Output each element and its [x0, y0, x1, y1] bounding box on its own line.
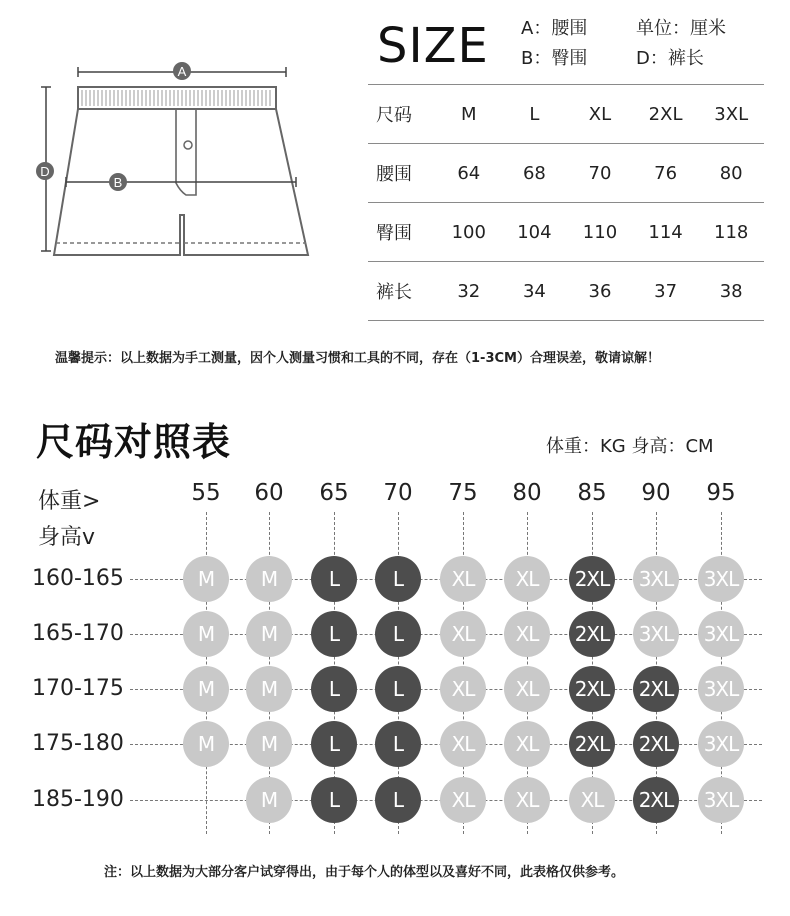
- table-row: [368, 144, 764, 203]
- size-bubble: L: [375, 666, 421, 712]
- height-label: 160-165: [32, 566, 124, 591]
- height-label: 165-170: [32, 621, 124, 646]
- table-row: [368, 262, 764, 321]
- table-cell: 114: [633, 203, 699, 262]
- weight-axis-label: 体重>: [38, 489, 101, 514]
- size-bubble: 3XL: [698, 777, 744, 823]
- size-bubble: 2XL: [633, 666, 679, 712]
- weight-label: 80: [512, 480, 542, 506]
- table-cell: 腰围: [368, 144, 436, 203]
- size-chart-title: 尺码对照表: [36, 420, 232, 464]
- legend-hip: B：臀围: [521, 48, 588, 69]
- table-row: [368, 203, 764, 262]
- measure-label-a: A: [177, 64, 187, 79]
- table-cell: 38: [698, 262, 764, 321]
- weight-label: 60: [254, 480, 284, 506]
- waistband-ribbing: [82, 90, 270, 106]
- size-bubble: XL: [569, 777, 615, 823]
- size-bubble: XL: [440, 721, 486, 767]
- table-cell: 2XL: [633, 85, 699, 144]
- weight-label: 70: [383, 480, 413, 506]
- size-bubble: 3XL: [633, 611, 679, 657]
- size-bubble: 2XL: [633, 721, 679, 767]
- size-bubble: L: [311, 611, 357, 657]
- table-cell: 34: [502, 262, 568, 321]
- table-cell: 32: [436, 262, 502, 321]
- measure-label-d: D: [40, 164, 50, 179]
- legend-waist: A：腰围: [521, 18, 588, 39]
- table-cell: 臀围: [368, 203, 436, 262]
- size-bubble: XL: [440, 556, 486, 602]
- height-label: 175-180: [32, 731, 124, 756]
- size-bubble: M: [246, 721, 292, 767]
- height-axis-label: 身高v: [38, 525, 96, 550]
- table-cell: 100: [436, 203, 502, 262]
- size-bubble: 3XL: [698, 666, 744, 712]
- size-bubble: L: [375, 777, 421, 823]
- size-bubble: 3XL: [698, 721, 744, 767]
- weight-label: 95: [706, 480, 736, 506]
- table-cell: 37: [633, 262, 699, 321]
- button-icon: [184, 141, 192, 149]
- size-bubble: M: [183, 666, 229, 712]
- table-cell: L: [502, 85, 568, 144]
- size-bubble: 2XL: [569, 611, 615, 657]
- size-bubble: XL: [440, 777, 486, 823]
- size-bubble: 3XL: [698, 556, 744, 602]
- shorts-diagram: [30, 55, 320, 270]
- size-bubble: L: [375, 556, 421, 602]
- table-cell: 3XL: [698, 85, 764, 144]
- table-cell: 76: [633, 144, 699, 203]
- weight-label: 55: [191, 480, 221, 506]
- size-bubble: 2XL: [633, 777, 679, 823]
- size-bubble: M: [246, 777, 292, 823]
- size-bubble: M: [246, 556, 292, 602]
- table-cell: 尺码: [368, 85, 436, 144]
- size-bubble: XL: [504, 721, 550, 767]
- table-cell: 118: [698, 203, 764, 262]
- weight-label: 75: [448, 480, 478, 506]
- size-chart-units: 体重：KG 身高：CM: [546, 436, 714, 457]
- table-cell: 70: [567, 144, 633, 203]
- size-bubble: L: [311, 556, 357, 602]
- weight-label: 85: [577, 480, 607, 506]
- height-label: 185-190: [32, 787, 124, 812]
- size-bubble: XL: [440, 611, 486, 657]
- legend-length: D：裤长: [636, 48, 704, 69]
- size-bubble: M: [183, 721, 229, 767]
- size-bubble: XL: [440, 666, 486, 712]
- table-cell: 68: [502, 144, 568, 203]
- size-bubble: M: [246, 666, 292, 712]
- size-bubble: M: [246, 611, 292, 657]
- size-table-header-row: [368, 85, 764, 144]
- weight-label: 90: [641, 480, 671, 506]
- size-bubble: 3XL: [698, 611, 744, 657]
- size-bubble: 3XL: [633, 556, 679, 602]
- table-cell: XL: [567, 85, 633, 144]
- size-bubble: L: [311, 777, 357, 823]
- size-bubble: M: [183, 556, 229, 602]
- size-title: SIZE: [377, 18, 489, 74]
- size-bubble: XL: [504, 777, 550, 823]
- size-bubble: L: [311, 666, 357, 712]
- size-bubble: 2XL: [569, 666, 615, 712]
- size-bubble: L: [375, 611, 421, 657]
- size-bubble: L: [311, 721, 357, 767]
- table-cell: 64: [436, 144, 502, 203]
- size-bubble: XL: [504, 611, 550, 657]
- table-cell: 104: [502, 203, 568, 262]
- measurement-tip: 温馨提示：以上数据为手工测量，因个人测量习惯和工具的不同，存在（1-3CM）合理误差，敬请谅解！: [55, 351, 660, 366]
- size-bubble: M: [183, 611, 229, 657]
- table-cell: 裤长: [368, 262, 436, 321]
- size-bubble: XL: [504, 666, 550, 712]
- chart-note: 注：以上数据为大部分客户试穿得出，由于每个人的体型以及喜好不同，此表格仅供参考。: [104, 865, 625, 880]
- legend-unit: 单位：厘米: [636, 18, 726, 39]
- size-table: [368, 84, 764, 321]
- measure-label-b: B: [113, 175, 123, 190]
- size-bubble: 2XL: [569, 556, 615, 602]
- weight-label: 65: [319, 480, 349, 506]
- table-cell: 36: [567, 262, 633, 321]
- size-bubble: 2XL: [569, 721, 615, 767]
- table-cell: 110: [567, 203, 633, 262]
- height-label: 170-175: [32, 676, 124, 701]
- size-bubble: XL: [504, 556, 550, 602]
- table-cell: M: [436, 85, 502, 144]
- size-bubble: L: [375, 721, 421, 767]
- table-cell: 80: [698, 144, 764, 203]
